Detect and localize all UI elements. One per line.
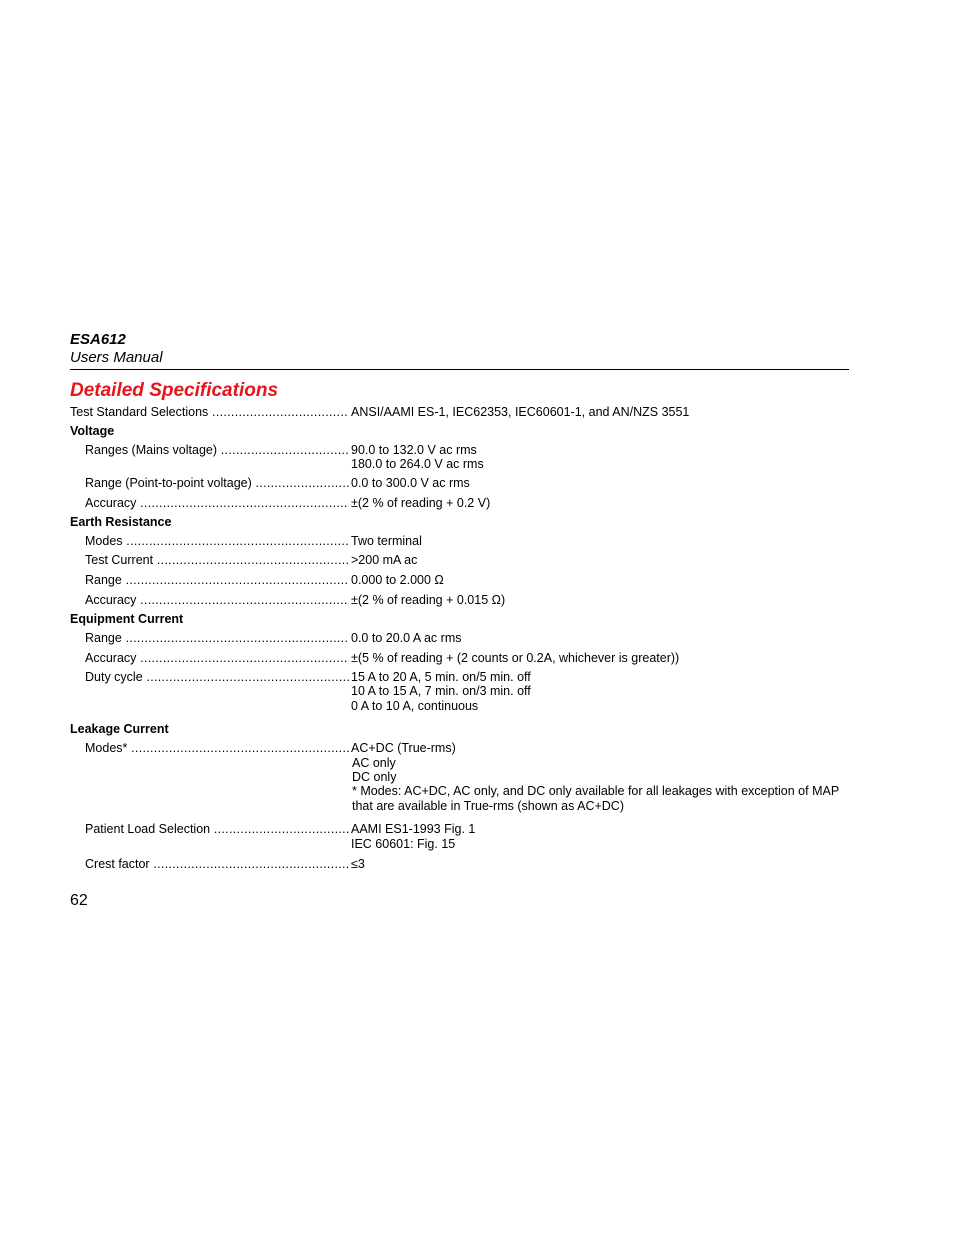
group-heading: Equipment Current <box>70 612 184 626</box>
spec-label: Range ..... <box>85 631 349 646</box>
spec-value: IEC 60601: Fig. 15 <box>351 837 456 851</box>
spec-value: ANSI/AAMI ES-1, IEC62353, IEC60601-1, and AN/NZS 3551 <box>351 405 690 419</box>
spec-label: Range ..... <box>85 573 349 588</box>
spec-value: 0.000 to 2.000 Ω <box>351 573 444 587</box>
spec-value: 180.0 to 264.0 V ac rms <box>351 457 484 471</box>
spec-footnote: that are available in True-rms (shown as AC+DC) <box>352 799 624 813</box>
group-heading: Leakage Current <box>70 722 169 736</box>
group-heading: Voltage <box>70 424 115 438</box>
spec-value: ±(5 % of reading + (2 counts or 0.2A, whichever is greater)) <box>351 651 680 665</box>
spec-value: ±(2 % of reading + 0.2 V) <box>351 496 491 510</box>
spec-value: 0.0 to 300.0 V ac rms <box>351 476 470 490</box>
spec-value: AC+DC (True-rms) <box>351 741 456 755</box>
spec-label: Modes* ..... <box>85 741 349 756</box>
spec-value: 90.0 to 132.0 V ac rms <box>351 443 477 457</box>
page-number: 62 <box>70 892 88 909</box>
spec-label: Ranges (Mains voltage) ..... <box>85 443 349 458</box>
spec-value: ≤3 <box>351 857 365 871</box>
spec-value: 0 A to 10 A, continuous <box>351 699 479 713</box>
spec-value: AAMI ES1-1993 Fig. 1 <box>351 822 476 836</box>
spec-label: Accuracy ..... <box>85 496 349 511</box>
spec-footnote: * Modes: AC+DC, AC only, and DC only available for all leakages with exception of MAP <box>352 784 840 798</box>
spec-label: Range (Point-to-point voltage) ..... <box>85 476 349 491</box>
spec-label: Accuracy ..... <box>85 651 349 666</box>
spec-value: AC only <box>352 756 396 770</box>
spec-label: Accuracy ..... <box>85 593 349 608</box>
group-heading: Earth Resistance <box>70 515 172 529</box>
running-header <box>70 331 849 367</box>
spec-value: ±(2 % of reading + 0.015 Ω) <box>351 593 506 607</box>
spec-value: 0.0 to 20.0 A ac rms <box>351 631 462 645</box>
manual-title: Users Manual <box>70 349 163 366</box>
spec-label: Test Standard Selections ..... <box>70 405 349 420</box>
spec-value: 15 A to 20 A, 5 min. on/5 min. off <box>351 670 531 684</box>
spec-value: DC only <box>352 770 397 784</box>
spec-value: >200 mA ac <box>351 553 418 567</box>
spec-label: Modes ..... <box>85 534 349 549</box>
section-title: Detailed Specifications <box>70 380 279 401</box>
spec-label: Patient Load Selection ..... <box>85 822 349 837</box>
spec-label: Test Current ..... <box>85 553 349 568</box>
spec-label: Duty cycle ..... <box>85 670 349 685</box>
spec-value: Two terminal <box>351 534 422 548</box>
header-rule <box>70 369 849 370</box>
product-name: ESA612 <box>70 331 126 348</box>
spec-label: Crest factor ..... <box>85 857 349 872</box>
spec-value: 10 A to 15 A, 7 min. on/3 min. off <box>351 684 531 698</box>
